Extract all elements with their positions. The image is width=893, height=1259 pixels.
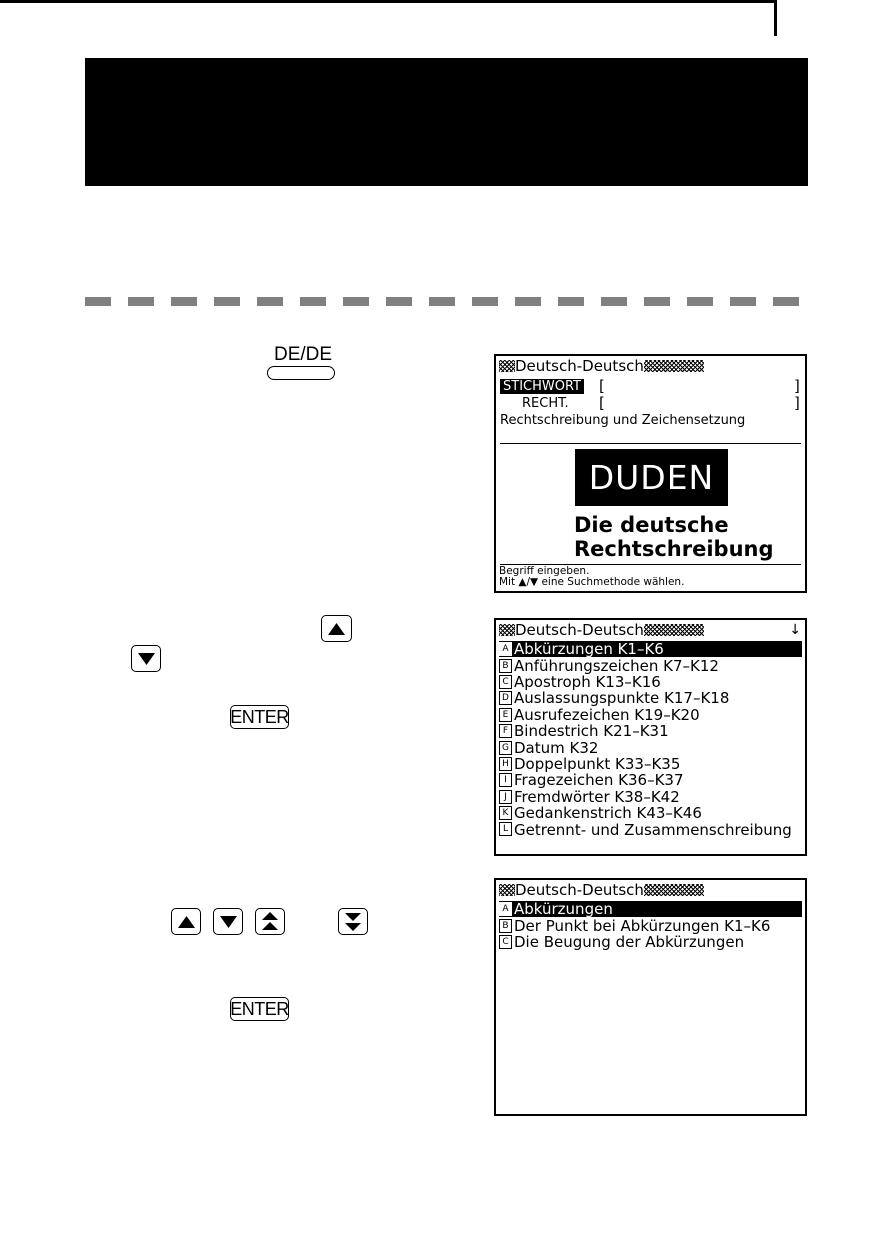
up-key[interactable] xyxy=(321,615,352,642)
list-item[interactable] xyxy=(499,707,802,723)
subtopic-list xyxy=(499,901,802,950)
up-triangle-icon xyxy=(178,916,195,928)
dash-segment xyxy=(386,297,412,306)
page-up-key[interactable] xyxy=(255,908,285,935)
item-key-badge: A xyxy=(499,642,512,656)
item-label: Anführungszeichen K7–K12 xyxy=(514,656,719,675)
scroll-down-indicator: ↓ xyxy=(789,622,801,638)
item-label: Gedankenstrich K43–K46 xyxy=(514,804,702,823)
dash-segment xyxy=(85,297,111,306)
list-item[interactable] xyxy=(499,723,802,739)
item-key-badge: G xyxy=(499,741,512,755)
down-triangle-icon xyxy=(138,653,155,665)
list-item[interactable] xyxy=(499,805,802,821)
stichwort-input-open: [ xyxy=(599,377,605,395)
item-label: Getrennt- und Zusammenschreibung xyxy=(514,820,792,839)
dash-segment xyxy=(601,297,627,306)
dictionary-subtitle: Rechtschreibung und Zeichensetzung xyxy=(500,413,746,428)
list-item[interactable] xyxy=(499,674,802,690)
recht-input-close: ] xyxy=(794,394,800,412)
list-item[interactable] xyxy=(499,917,802,933)
item-label: Ausrufezeichen K19–K20 xyxy=(514,705,700,724)
list-item[interactable] xyxy=(499,756,802,772)
list-item[interactable] xyxy=(499,901,802,917)
item-label: Doppelpunkt K33–K35 xyxy=(514,754,681,773)
list-item[interactable] xyxy=(499,690,802,706)
list-item[interactable] xyxy=(499,641,802,657)
list-item[interactable] xyxy=(499,772,802,788)
enter-key-label: ENTER xyxy=(230,998,289,1019)
up-key-2[interactable] xyxy=(171,908,201,935)
divider xyxy=(500,443,801,444)
screen-title-bar xyxy=(499,621,704,639)
item-label: Fragezeichen K36–K37 xyxy=(514,771,684,790)
item-key-badge: L xyxy=(499,822,512,836)
dash-segment xyxy=(773,297,799,306)
screen-dictionary-start xyxy=(494,354,807,593)
screen-title: Deutsch-Deutsch xyxy=(515,621,644,639)
dede-key[interactable] xyxy=(267,366,335,380)
list-item[interactable] xyxy=(499,789,802,805)
item-label: Apostroph K13–K16 xyxy=(514,672,661,691)
list-item[interactable] xyxy=(499,934,802,950)
item-key-badge: D xyxy=(499,691,512,705)
top-crop-tick xyxy=(774,0,777,36)
book-title-line2: Rechtschreibung xyxy=(574,537,774,561)
item-label: Abkürzungen K1–K6 xyxy=(514,640,664,659)
item-key-badge: H xyxy=(499,757,512,771)
dash-segment xyxy=(687,297,713,306)
recht-input-open: [ xyxy=(599,394,605,412)
down-key-2[interactable] xyxy=(213,908,243,935)
stichwort-input[interactable] xyxy=(606,379,792,394)
item-label: Die Beugung der Abkürzungen xyxy=(514,932,745,951)
dash-segment xyxy=(214,297,240,306)
book-title-line1: Die deutsche xyxy=(574,513,729,537)
dash-segment xyxy=(343,297,369,306)
item-label: Abkürzungen xyxy=(514,900,613,919)
item-label: Fremdwörter K38–K42 xyxy=(514,787,680,806)
dash-segment xyxy=(429,297,455,306)
dash-segment xyxy=(128,297,154,306)
item-key-badge: C xyxy=(499,935,512,949)
list-item[interactable] xyxy=(499,739,802,755)
up-triangle-icon xyxy=(328,623,345,635)
title-banner xyxy=(85,58,808,186)
item-key-badge: I xyxy=(499,773,512,787)
stichwort-input-close: ] xyxy=(794,377,800,395)
duden-logo: DUDEN xyxy=(575,449,728,506)
item-key-badge: J xyxy=(499,790,512,804)
enter-key-2[interactable] xyxy=(230,997,289,1021)
stichwort-label: STICHWORT xyxy=(500,379,584,394)
item-label: Der Punkt bei Abkürzungen K1–K6 xyxy=(514,916,771,935)
recht-input[interactable] xyxy=(606,396,792,411)
screen-title-bar xyxy=(499,881,704,899)
dash-segment xyxy=(730,297,756,306)
dash-segment xyxy=(558,297,584,306)
title-pattern xyxy=(499,884,515,896)
list-item[interactable] xyxy=(499,821,802,837)
item-key-badge: B xyxy=(499,659,512,673)
screen-title: Deutsch-Deutsch xyxy=(515,357,644,375)
item-key-badge: B xyxy=(499,919,512,933)
screen-title-bar xyxy=(499,357,704,375)
title-pattern xyxy=(644,624,704,636)
item-key-badge: K xyxy=(499,806,512,820)
title-pattern xyxy=(499,624,515,636)
item-key-badge: A xyxy=(499,902,512,916)
title-pattern xyxy=(644,360,704,372)
item-label: Bindestrich K21–K31 xyxy=(514,722,669,741)
top-crop-rule xyxy=(0,0,776,3)
dash-segment xyxy=(472,297,498,306)
item-key-badge: C xyxy=(499,675,512,689)
recht-label: RECHT. xyxy=(522,396,569,411)
dede-key-label: DE/DE xyxy=(274,344,333,365)
item-key-badge: E xyxy=(499,708,512,722)
item-label: Auslassungspunkte K17–K18 xyxy=(514,689,730,708)
dash-segment xyxy=(300,297,326,306)
topic-list xyxy=(499,641,802,838)
page-down-key[interactable] xyxy=(338,908,368,935)
enter-key-label: ENTER xyxy=(230,706,289,727)
dash-segment xyxy=(257,297,283,306)
screen-title: Deutsch-Deutsch xyxy=(515,881,644,899)
down-triangle-icon xyxy=(220,916,237,928)
item-label: Datum K32 xyxy=(514,738,599,757)
page-down-icon xyxy=(345,912,361,932)
dash-segment xyxy=(515,297,541,306)
screen-topic-list xyxy=(494,618,807,856)
hint-line2: Mit ▲/▼ eine Suchmethode wählen. xyxy=(499,576,685,588)
dash-segment xyxy=(171,297,197,306)
dashed-divider xyxy=(85,297,808,306)
list-item[interactable] xyxy=(499,657,802,673)
page-up-icon xyxy=(262,912,278,932)
item-key-badge: F xyxy=(499,724,512,738)
dash-segment xyxy=(644,297,670,306)
title-pattern xyxy=(499,360,515,372)
screen-subtopic-list xyxy=(494,878,807,1116)
down-key[interactable] xyxy=(131,645,161,672)
hint-line1: Begriff eingeben. xyxy=(499,565,590,577)
title-pattern xyxy=(644,884,704,896)
enter-key[interactable] xyxy=(230,705,289,729)
